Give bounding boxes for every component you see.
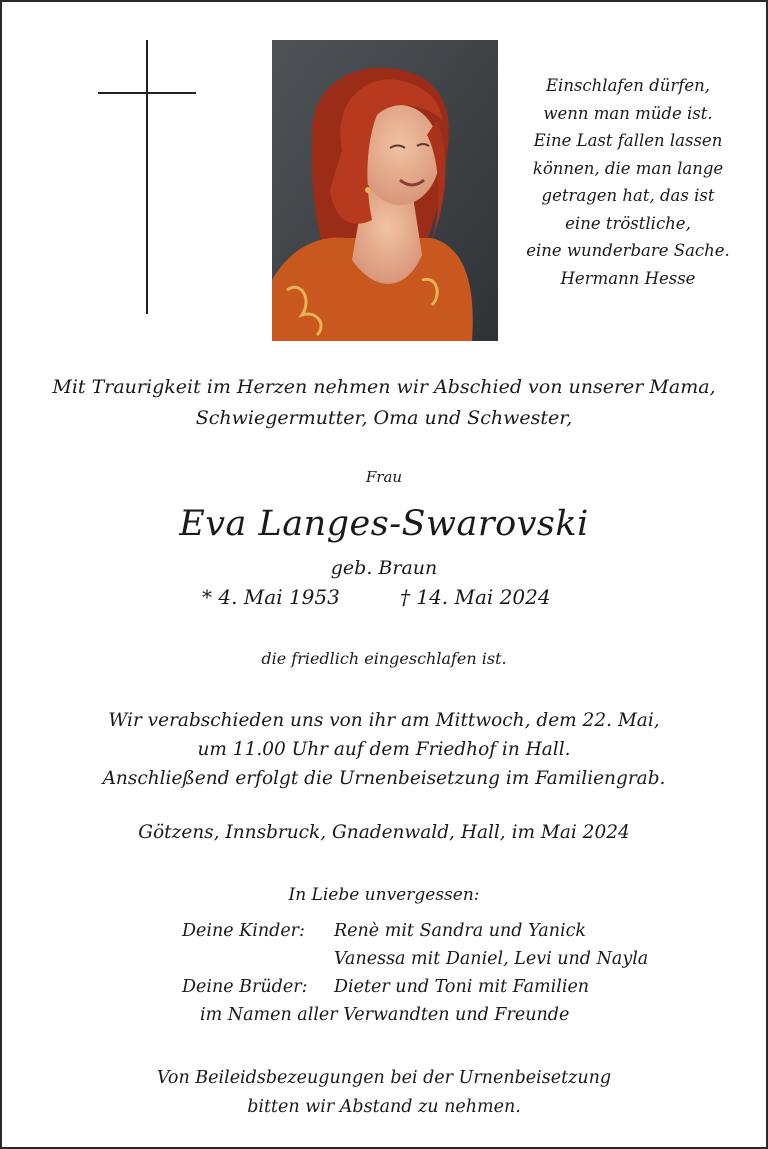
poem bbox=[514, 72, 742, 292]
family-row bbox=[2, 917, 766, 945]
family-row bbox=[2, 973, 766, 1001]
ceremony-line: um 11.00 Uhr auf dem Friedhof in Hall. bbox=[197, 739, 571, 760]
condolences-line: Von Beileidsbezeugungen bei der Urnenbeisetzung bbox=[156, 1068, 612, 1088]
cross-icon bbox=[98, 40, 196, 314]
portrait-photo bbox=[272, 40, 498, 341]
remembrance-heading: In Liebe unvergessen: bbox=[288, 885, 480, 905]
intro-line: Mit Traurigkeit im Herzen nehmen wir Abschied von unserer Mama, bbox=[52, 376, 716, 398]
relatives-line: im Namen aller Verwandten und Freunde bbox=[200, 1005, 570, 1025]
ceremony-line: Wir verabschieden uns von ihr am Mittwoch, dem 22. Mai, bbox=[108, 710, 660, 731]
condolences-line: bitten wir Abstand zu nehmen. bbox=[247, 1097, 521, 1117]
poem-line: getragen hat, das ist bbox=[541, 186, 715, 205]
brothers-names: Dieter und Toni mit Familien bbox=[334, 977, 590, 997]
death-date: † 14. Mai 2024 bbox=[400, 585, 551, 609]
poem-author: Hermann Hesse bbox=[560, 268, 696, 288]
family-row bbox=[2, 1001, 766, 1029]
poem-line: Eine Last fallen lassen bbox=[533, 131, 723, 150]
intro-line: Schwiegermutter, Oma und Schwester, bbox=[195, 407, 573, 429]
poem-line: eine wunderbare Sache. bbox=[526, 241, 730, 260]
peaceful-text: die friedlich eingeschlafen ist. bbox=[261, 649, 507, 668]
maiden-name: geb. Braun bbox=[330, 557, 438, 579]
poem-line: können, die man lange bbox=[532, 158, 724, 178]
poem-line: Einschlafen dürfen, bbox=[546, 76, 710, 95]
birth-date: * 4. Mai 1953 bbox=[202, 585, 340, 609]
ceremony-line: Anschließend erfolgt die Urnenbeisetzung im Familiengrab. bbox=[102, 768, 666, 789]
deceased-name: Eva Langes-Swarovski bbox=[179, 504, 589, 544]
children-names: Renè mit Sandra und Yanick bbox=[334, 921, 586, 941]
condolences-note bbox=[2, 1064, 766, 1122]
brothers-label: Deine Brüder: bbox=[182, 977, 308, 997]
children-label: Deine Kinder: bbox=[182, 921, 305, 941]
family-row bbox=[2, 945, 766, 973]
ceremony-text bbox=[2, 706, 766, 793]
salutation: Frau bbox=[365, 468, 403, 486]
place-date: Götzens, Innsbruck, Gnadenwald, Hall, im Mai 2024 bbox=[138, 822, 630, 843]
poem-line: eine tröstliche, bbox=[565, 213, 691, 233]
poem-line: wenn man müde ist. bbox=[543, 103, 713, 123]
intro-text bbox=[2, 372, 766, 434]
children-names: Vanessa mit Daniel, Levi und Nayla bbox=[334, 949, 649, 969]
family-list bbox=[2, 917, 766, 1029]
